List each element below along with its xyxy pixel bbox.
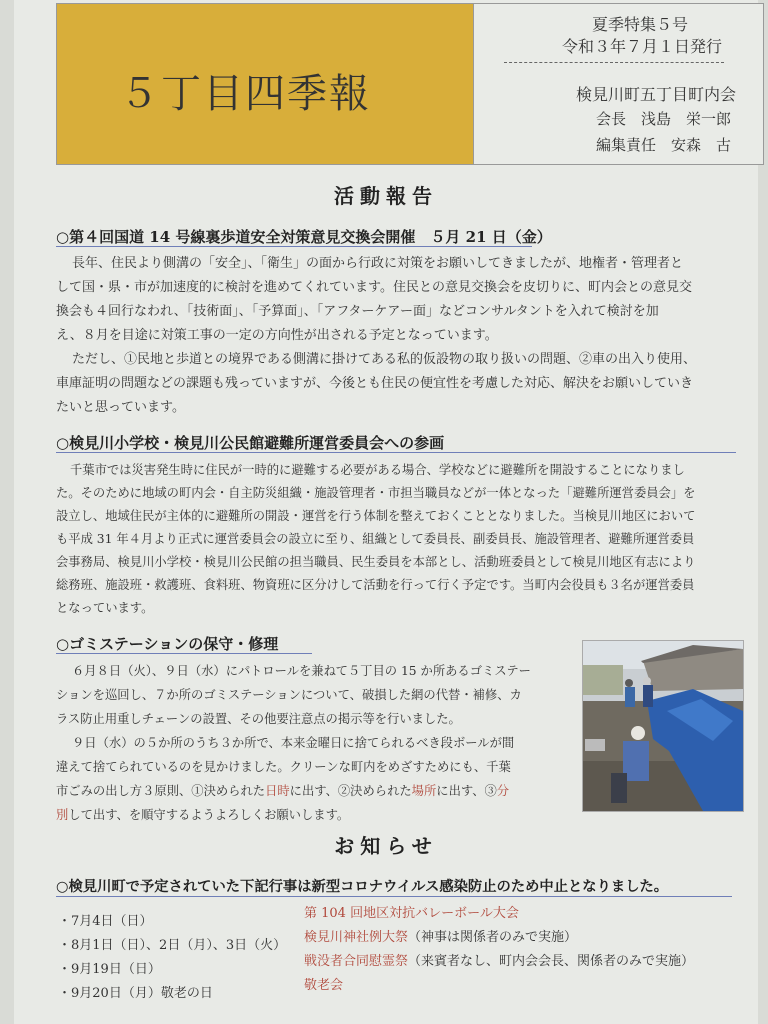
highlight-sort: 別: [56, 808, 69, 822]
section1-title: ○第４回国道 14 号線裏歩道安全対策意見交換会開催 ５月 21 日（金）: [56, 228, 552, 246]
text-line: [56, 805, 349, 823]
text-span: 市ごみの出し方３原則、①決められた: [56, 784, 266, 798]
event-name: 検見川神社例大祭: [304, 930, 409, 945]
text-line: して国・県・市が加速度的に検討を進めてくれています。住民との意見交換会を皮切りに、町内会との意見交: [56, 280, 692, 295]
issue-date: 令和３年７月１日発行: [562, 37, 723, 56]
event-name: 敬老会: [304, 978, 344, 993]
event-date: ・8月1日（日）、2日（月）、3日（火）: [58, 938, 287, 953]
organization: 検見川町五丁目町内会: [576, 85, 737, 104]
event-name: 戦没者合同慰霊祭: [304, 954, 409, 969]
highlight-sort: 分: [496, 784, 510, 798]
issue-number: 夏季特集５号: [592, 15, 689, 34]
editor: 編集責任 安森 古: [596, 136, 732, 154]
event-date: ・9月20日（月）敬老の日: [58, 986, 213, 1001]
section1-underline: [56, 246, 532, 247]
garbage-station-photo: [582, 640, 744, 812]
section3-underline: [56, 653, 312, 654]
text-line: も平成 31 年４月より正式に運営委員会の設立に至り、組織として委員長、副委員長、施設管理者、避難所運営委員: [56, 532, 695, 546]
list-item: [304, 926, 577, 945]
masthead: [56, 3, 764, 165]
text-line: たいと思っています。: [56, 400, 185, 415]
issue-info: [474, 4, 763, 164]
section2-underline: [56, 452, 736, 453]
text-line: 車庫証明の問題などの課題も残っていますが、今後とも住民の便宜性を考慮した対応、解決をお願いしていき: [56, 376, 694, 391]
newsletter-title: ５丁目四季報: [119, 71, 371, 117]
chairman: 会長 浅島 栄一郎: [596, 110, 732, 128]
notice-heading: お知らせ: [334, 834, 438, 858]
text-line: 長年、住民より側溝の「安全」、「衛生」の面から行政に対策をお願いしてきましたが、地権者・管理者と: [72, 256, 684, 271]
text-line: ６月８日（火）、９日（水）にパトロールを兼ねて５丁目の 15 か所あるゴミステー: [72, 664, 531, 678]
text-line: 設立し、地域住民が主体的に避難所の開設・運営を行う体制を整えておくこととなりました。当検見川地区において: [56, 509, 696, 523]
title-box: [57, 4, 474, 164]
event-note: （神事は関係者のみで実施）: [408, 930, 578, 945]
notice-underline: [56, 896, 732, 897]
section3-title: ○ゴミステーションの保守・修理: [56, 635, 279, 653]
divider: [504, 62, 724, 63]
text-line: え、８月を目途に対策工事の一定の方向性が出される予定となっています。: [56, 328, 498, 343]
text-span: に出す、③: [436, 784, 497, 798]
text-span: して出す、を順守するようよろしくお願いします。: [68, 808, 350, 822]
event-date: ・9月19日（日）: [58, 962, 161, 977]
text-line: 会事務局、検見川小学校・検見川公民館の担当職員、民生委員を本部とし、活動班委員として検見川地区有志により: [56, 555, 696, 569]
section2-title: ○検見川小学校・検見川公民館避難所運営委員会への参画: [56, 434, 445, 452]
list-item: [304, 950, 694, 969]
highlight-place: 場所: [411, 784, 437, 798]
activity-report-heading: 活動報告: [334, 184, 438, 208]
event-date: ・7月4日（日）: [58, 914, 153, 929]
text-line: ションを巡回し、７か所のゴミステーションについて、破損した網の代替・補修、カ: [56, 688, 522, 702]
photo-illustration: [583, 641, 743, 811]
highlight-datetime: 日時: [265, 784, 290, 798]
text-line: となっています。: [56, 601, 154, 615]
text-line: 換会も４回行なわれ、「技術面」、「予算面」、「アフターケアー面」などコンサルタントを入れて検討を加: [56, 304, 659, 319]
text-span: に出す、②決められた: [289, 784, 412, 798]
text-line: 千葉市では災害発生時に住民が一時的に避難する必要がある場合、学校などに避難所を開設することになりまし: [70, 463, 685, 477]
text-line: ９日（水）の５か所のうち３か所で、本来金曜日に捨てられるべき段ボールが間: [72, 736, 515, 750]
text-line: ただし、①民地と歩道との境界である側溝に掛けてある私的仮設物の取り扱いの問題、②車の出入り使用、: [72, 352, 697, 367]
text-line: 違えて捨てられているのを見かけました。クリーンな町内をめざすためにも、千葉: [56, 760, 511, 774]
text-line: 総務班、施設班・救護班、食料班、物資班に区分けして活動を行って行く予定です。当町内会役員も３名が運営委員: [56, 578, 695, 592]
text-line: ラス防止用重しチェーンの設置、その他要注意点の掲示等を行いました。: [56, 712, 461, 726]
text-line: [56, 781, 509, 799]
text-line: た。そのために地域の町内会・自主防災組織・施設管理者・市担当職員などが一体となった「避難所運営委員会」を: [56, 486, 696, 500]
notice-title: ○検見川町で予定されていた下記行事は新型コロナウイルス感染防止のため中止となりました。: [56, 879, 669, 895]
event-note: （来賓者なし、町内会会長、関係者のみで実施）: [408, 954, 695, 969]
event-name: 第 104 回地区対抗バレーボール大会: [304, 906, 519, 921]
newsletter-page: [14, 0, 758, 1024]
